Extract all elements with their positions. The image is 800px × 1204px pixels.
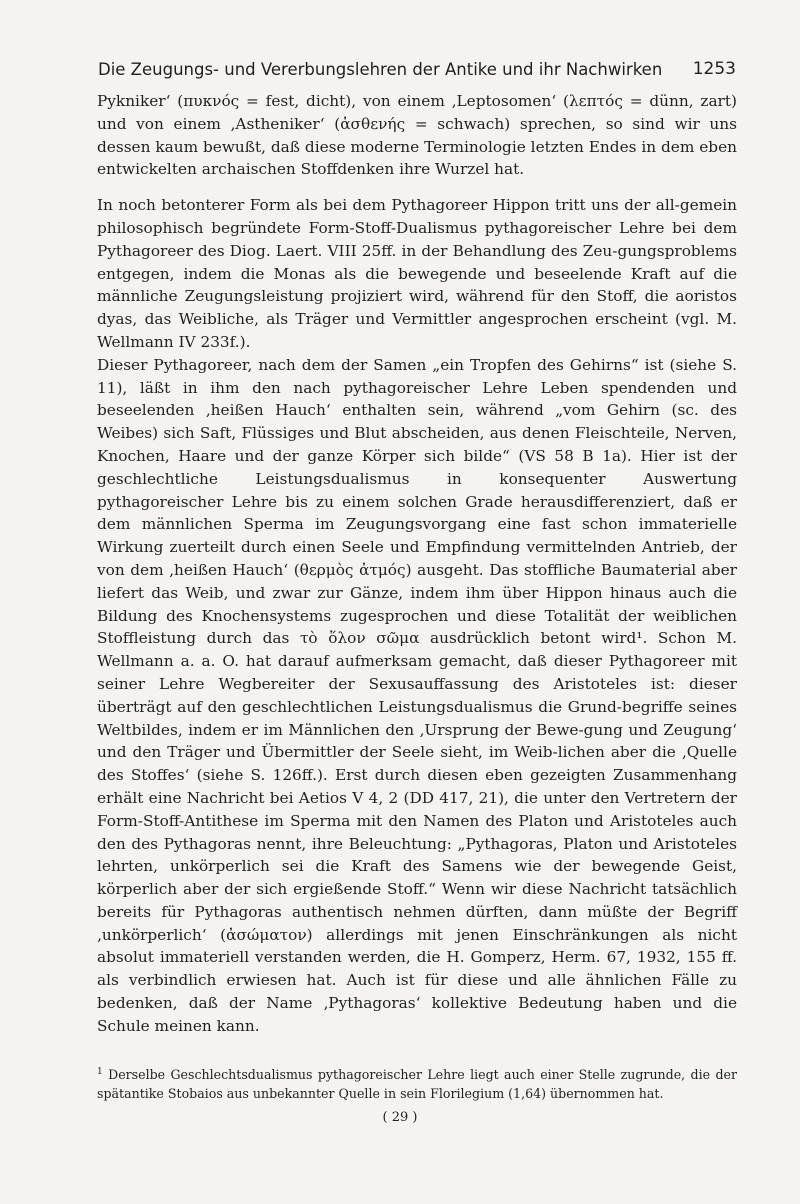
paragraph-2: In noch betonterer Form als bei dem Pythagoreer Hippon tritt uns der all-gemein philosophisch begründete Form-Stoff-Dualismus pythagoreischer Lehre bei dem Pythagoreer des Diog. Laert. VIII 25ff. in der Behandlung des Zeu-gungsproblems entgegen, indem die Monas als die bewegende und beseelende Kraft auf die männliche Zeugungsleistung projiziert wird, während für den Stoff, die aoristos dyas, das Weibliche, als Träger und Vermittler angesprochen erscheint (vgl. M. Wellmann IV 233f.). — [97, 196, 737, 351]
running-head — [98, 60, 736, 86]
footnote-text: Derselbe Geschlechtsdualismus pythagoreischer Lehre liegt auch einer Stelle zugrunde, die der spätantike Stobaios aus unbekannter Quelle in sein Florilegium (1,64) übernommen hat. — [97, 1067, 737, 1102]
page-number: ( 29 ) — [382, 1110, 418, 1125]
paragraph-1: Pykniker‘ (πυκνός = fest, dicht), von einem ‚Leptosomen‘ (λεπτός = dünn, zart) und von einem ‚Astheniker‘ (ἀσθενής = schwach) sprechen, so sind wir uns dessen kaum bewußt, daß diese moderne Terminologie letzten Endes in dem eben entwickelten archaischen Stoffdenken ihre Wurzel hat. — [97, 92, 737, 179]
footnote — [97, 1063, 737, 1103]
running-head-title: Die Zeugungs- und Vererbungslehren der Antike und ihr Nachwirken — [98, 60, 663, 79]
paragraph-3: Dieser Pythagoreer, nach dem der Samen „ein Tropfen des Gehirns“ ist (siehe S. 11), läßt in ihm den nach pythagoreischer Lehre Leben spendenden und beseelenden ‚heißen Hauch‘ enthalten sein, während „vom Gehirn (sc. des Weibes) sich Saft, Flüssiges und Blut abscheiden, aus denen Fleischteile, Nerven, Knochen, Haare und der ganze Körper sich bilde“ (VS 58 B 1a). Hier ist der geschlechtliche Leistungsdualismus in konsequenter Auswertung pythagoreischer Lehre bis zu einem solchen Grade herausdifferenziert, daß er dem männlichen Sperma im Zeugungsvorgang eine fast schon immaterielle Wirkung zuerteilt durch einen Seele und Empfindung vermittelnden Antrieb, der von dem ‚heißen Hauch‘ (θερμὸς ἀτμός) ausgeht. Das stoffliche Baumaterial aber liefert das Weib, und zwar zur Gänze, indem ihm über Hippon hinaus auch die Bildung des Knochensystems zugesprochen und diese Totalität der weiblichen Stoffleistung durch das τὸ ὅλον σῶμα ausdrücklich betont wird¹. Schon M. Wellmann a. a. O. hat darauf aufmerksam gemacht, daß dieser Pythagoreer mit seiner Lehre Wegbereiter der Sexusauffassung des Aristoteles ist: dieser überträgt auf den geschlechtlichen Leistungsdualismus die Grund-begriffe seines Weltbildes, indem er im Männlichen den ‚Ursprung der Bewe-gung und Zeugung‘ und den Träger und Übermittler der Seele sieht, im Weib-lichen aber die ‚Quelle des Stoffes‘ (siehe S. 126ff.). Erst durch diesen eben gezeigten Zusammenhang erhält eine Nachricht bei Aetios V 4, 2 (DD 417, 21), die unter den Vertretern der Form-Stoff-Antithese im Sperma mit den Namen des Platon und Aristoteles auch den des Pythagoras nennt, ihre Beleuchtung: „Pythagoras, Platon und Aristoteles lehrten, unkörperlich sei die Kraft des Samens wie der bewegende Geist, körperlich aber der sich ergießende Stoff.“ Wenn wir diese Nachricht tatsächlich bereits für Pythagoras authentisch nehmen dürften, dann müßte der Begriff ‚unkörperlich‘ (ἀσώματον) allerdings mit jenen Einschränkungen als nicht absolut immateriell verstanden werden, die H. Gomperz, Herm. 67, 1932, 155 ff. als verbindlich erwiesen hat. Auch ist für diese und alle ähnlichen Fälle zu bedenken, daß der Name ‚Pythagoras‘ kollektive Bedeutung haben und die Schule meinen kann. — [97, 355, 737, 1035]
body-text — [97, 90, 737, 1038]
footnote-marker: 1 — [97, 1067, 103, 1077]
running-head-page-number: 1253 — [692, 59, 736, 79]
